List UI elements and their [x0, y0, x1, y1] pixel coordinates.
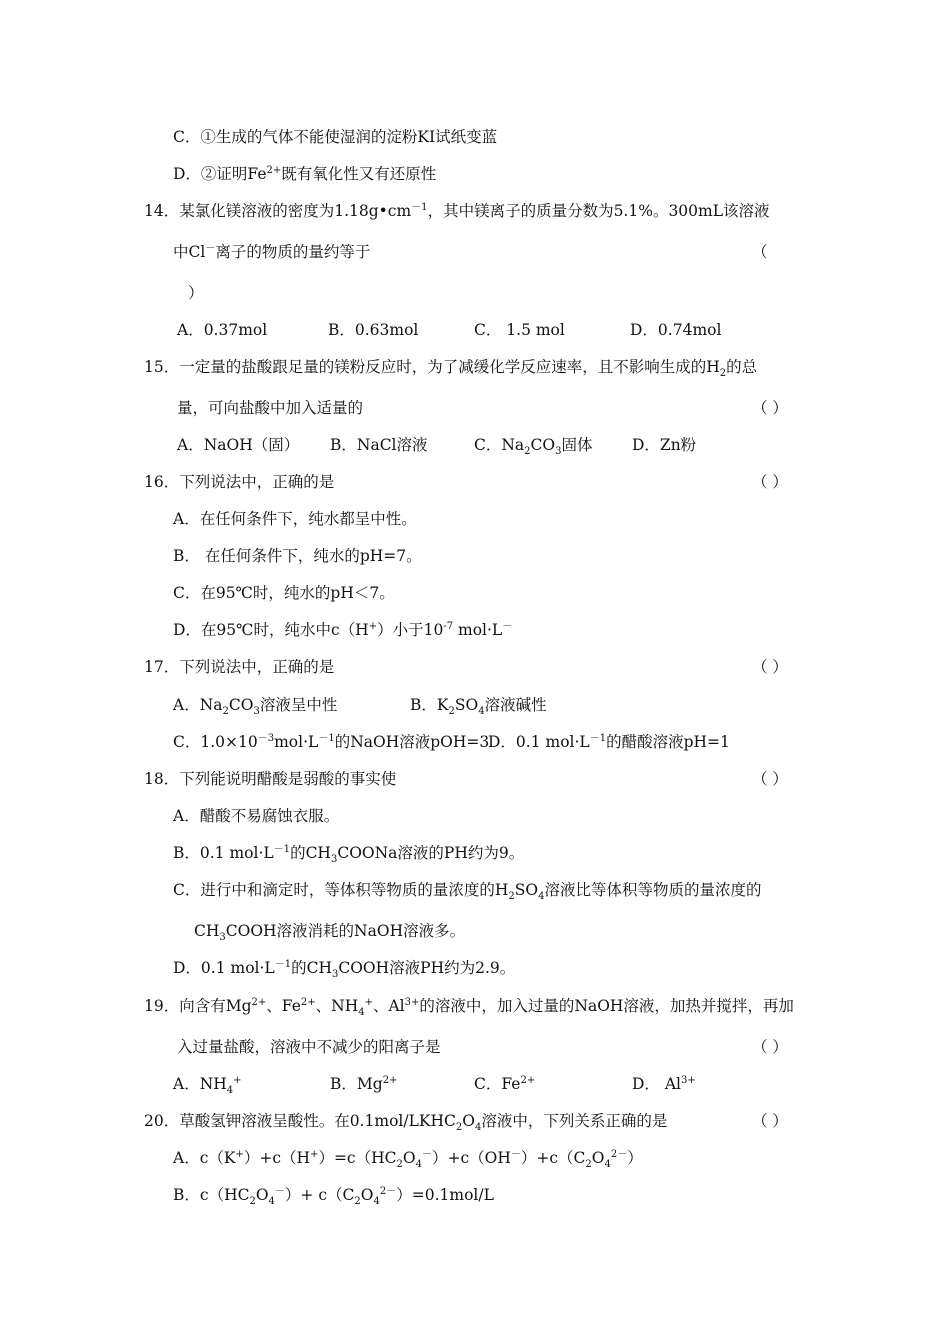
q16-stem: 16．下列说法中，正确的是: [144, 473, 335, 491]
q19-answer-paren: （ ）: [752, 1038, 788, 1056]
q17-option-d: D．0.1 $mol\cdot L^{-1}$的醋酸溶液pH=1: [488, 732, 730, 751]
q14-answer-paren-open: （: [752, 243, 768, 261]
q15-stem-line1: 15．一定量的盐酸跟足量的镁粉反应时，为了减缓化学反应速率，且不影响生成的$H_2$的总: [144, 358, 758, 380]
q19-stem-line1: 19．向含有$Mg^{2+}$、$Fe^{2+}$、$NH_4^+$、$Al^{3+}$的溶液中，加入过量的NaOH溶液，加热并搅拌，再加: [144, 996, 794, 1019]
q19-option-b: B．$Mg^{2+}$: [330, 1074, 398, 1093]
q17-stem: 17．下列说法中，正确的是: [144, 658, 335, 676]
q18-option-b: B．0.1 $mol\cdot L^{-1}$的$CH_3COONa$溶液的PH约为9。: [173, 843, 525, 866]
q15-option-a: A．NaOH（固）: [177, 436, 300, 454]
q18-option-a: A．醋酸不易腐蚀衣服。: [173, 807, 340, 825]
q16-option-c: C．在95℃时，纯水的pH＜7。: [173, 584, 395, 602]
q16-answer-paren: （ ）: [752, 473, 788, 491]
q15-option-d: D．Zn粉: [632, 436, 697, 454]
q15-stem-line2: 量，可向盐酸中加入适量的: [177, 399, 364, 417]
q19-option-d: D． $Al^{3+}$: [632, 1074, 696, 1093]
q19-stem-line2: 入过量盐酸，溶液中不减少的阳离子是: [177, 1038, 441, 1056]
q16-option-b: B． 在任何条件下，纯水的pH=7。: [173, 547, 422, 565]
q14-stem-line2: 中Cl－离子的物质的量约等于: [173, 242, 371, 261]
q14-option-b: B．0.63mol: [328, 321, 419, 339]
q14-stem-line1: 14．某氯化镁溶液的密度为$1.18g•cm^{-1}$，其中镁离子的质量分数为5.1%。300mL该溶液: [144, 201, 770, 220]
q20-stem: 20．草酸氢钾溶液呈酸性。在$0.1mol/LKHC_2O_4$溶液中，下列关系正确的是: [144, 1112, 668, 1134]
q13-option-d: D．②证明$Fe^{2+}$既有氧化性又有还原性: [173, 164, 437, 183]
q18-option-c-line1: C．进行中和滴定时，等体积等物质的量浓度的$H_2SO_4$溶液比等体积等物质的量浓度的: [173, 881, 762, 903]
q17-answer-paren: （ ）: [752, 658, 788, 676]
q15-answer-paren: （ ）: [752, 399, 788, 417]
q20-option-a: A．$c(K^+)+c(H^+)=c(HC_2O_4^-)+c(OH^-)+c(C_2O_4^{2-})$: [173, 1148, 643, 1171]
q15-option-c: C．$Na_2CO_3$固体: [474, 436, 593, 458]
q19-option-c: C．$Fe^{2+}$: [474, 1074, 536, 1093]
q16-option-a: A．在任何条件下，纯水都呈中性。: [173, 510, 417, 528]
q14-option-d: D．0.74mol: [630, 321, 722, 339]
q18-option-d: D．0.1 $mol\cdot L^{-1}$的$CH_3COOH$溶液PH约为2.9。: [173, 958, 516, 981]
q14-answer-paren-close: ）: [188, 284, 204, 302]
q18-option-c-line2: $CH_3COOH$溶液消耗的NaOH溶液多。: [194, 922, 466, 944]
q17-option-b: B．$K_2SO_4$溶液碱性: [410, 696, 547, 718]
q14-option-c: C． 1.5 mol: [474, 321, 565, 339]
q18-stem: 18．下列能说明醋酸是弱酸的事实使: [144, 770, 397, 788]
q14-option-a: A．0.37mol: [177, 321, 268, 339]
q17-option-a: A．$Na_2CO_3$溶液呈中性: [173, 696, 338, 718]
q17-option-c: C．$1.0\times 10^{-3}mol\cdot L^{-1}$的NaOH溶液pOH=3: [173, 732, 490, 751]
q15-option-b: B．NaCl溶液: [330, 436, 428, 454]
q20-answer-paren: （ ）: [752, 1112, 788, 1130]
q18-answer-paren: （ ）: [752, 770, 788, 788]
q13-option-c: C．①生成的气体不能使湿润的淀粉KI试纸变蓝: [173, 128, 498, 146]
q16-option-d: D．在95℃时，纯水中c（H+）小于$10^{-7}$ mol·L－: [173, 620, 513, 639]
q19-option-a: A．$NH_4^+$: [173, 1074, 242, 1097]
q20-option-b: B．$c(HC_2O_4^-)+ c(C_2O_4^{2-})=0.1mol/L$: [173, 1185, 494, 1208]
